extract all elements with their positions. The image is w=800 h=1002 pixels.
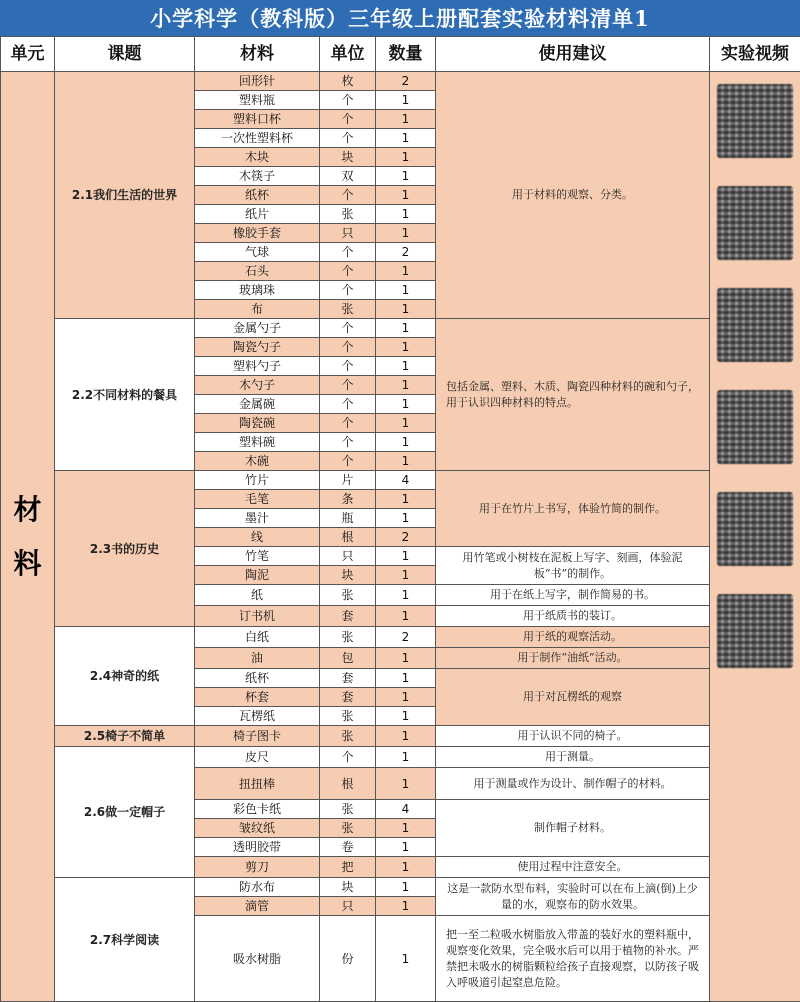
quantity-cell: 2	[376, 243, 436, 262]
material-cell: 皮尺	[195, 747, 320, 768]
measure-cell: 个	[320, 319, 376, 338]
material-cell: 金属勺子	[195, 319, 320, 338]
measure-cell: 张	[320, 585, 376, 606]
quantity-cell: 1	[376, 186, 436, 205]
measure-cell: 个	[320, 338, 376, 357]
quantity-cell: 1	[376, 414, 436, 433]
material-cell: 剪刀	[195, 857, 320, 878]
measure-cell: 套	[320, 606, 376, 627]
measure-cell: 双	[320, 167, 376, 186]
table-row	[1, 471, 800, 490]
material-cell: 塑料口杯	[195, 110, 320, 129]
quantity-cell: 2	[376, 627, 436, 648]
measure-cell: 个	[320, 243, 376, 262]
measure-cell: 个	[320, 452, 376, 471]
quantity-cell: 4	[376, 471, 436, 490]
qr-code-icon[interactable]	[717, 492, 793, 566]
usage-cell: 用于纸质书的装订。	[436, 606, 710, 627]
material-cell: 订书机	[195, 606, 320, 627]
quantity-cell: 1	[376, 747, 436, 768]
material-cell: 塑料瓶	[195, 91, 320, 110]
measure-cell: 张	[320, 726, 376, 747]
quantity-cell: 1	[376, 669, 436, 688]
quantity-cell: 1	[376, 768, 436, 800]
quantity-cell: 1	[376, 566, 436, 585]
topic-cell: 2.3书的历史	[55, 471, 195, 627]
topic-cell: 2.4神奇的纸	[55, 627, 195, 726]
quantity-cell: 1	[376, 585, 436, 606]
material-cell: 塑料勺子	[195, 357, 320, 376]
material-cell: 竹片	[195, 471, 320, 490]
material-cell: 滴管	[195, 897, 320, 916]
measure-cell: 枚	[320, 72, 376, 91]
quantity-cell: 1	[376, 376, 436, 395]
usage-cell: 这是一款防水型布料，实验时可以在布上滴(倒)上少量的水，观察布的防水效果。	[436, 878, 710, 916]
header-row	[1, 37, 800, 72]
measure-cell: 个	[320, 414, 376, 433]
quantity-cell: 1	[376, 707, 436, 726]
quantity-cell: 1	[376, 224, 436, 243]
material-cell: 防水布	[195, 878, 320, 897]
material-cell: 木碗	[195, 452, 320, 471]
usage-cell: 把一至二粒吸水树脂放入带盖的装好水的塑料瓶中，观察变化效果，完全吸水后可以用于植物的补水。严禁把未吸水的树脂颗粒给孩子直接观察，以防孩子吸入呼吸道引起窒息危险。	[436, 916, 710, 1002]
usage-cell: 用于在竹片上书写，体验竹简的制作。	[436, 471, 710, 547]
table-row	[1, 726, 800, 747]
material-cell: 一次性塑料杯	[195, 129, 320, 148]
qr-code-icon[interactable]	[717, 390, 793, 464]
measure-cell: 张	[320, 800, 376, 819]
quantity-cell: 1	[376, 357, 436, 376]
topic-cell: 2.5椅子不简单	[55, 726, 195, 747]
quantity-cell: 1	[376, 129, 436, 148]
usage-cell: 用于测量。	[436, 747, 710, 768]
usage-cell: 用于纸的观察活动。	[436, 627, 710, 648]
measure-cell: 张	[320, 707, 376, 726]
table-row	[1, 878, 800, 897]
quantity-cell: 4	[376, 800, 436, 819]
header-quantity: 数量	[376, 37, 436, 72]
quantity-cell: 1	[376, 319, 436, 338]
quantity-cell: 1	[376, 857, 436, 878]
usage-cell: 包括金属、塑料、木质、陶瓷四种材料的碗和勺子，用于认识四种材料的特点。	[436, 319, 710, 471]
quantity-cell: 1	[376, 148, 436, 167]
measure-cell: 把	[320, 857, 376, 878]
measure-cell: 套	[320, 688, 376, 707]
material-cell: 纸杯	[195, 669, 320, 688]
measure-cell: 个	[320, 747, 376, 768]
measure-cell: 个	[320, 395, 376, 414]
material-cell: 橡胶手套	[195, 224, 320, 243]
quantity-cell: 1	[376, 916, 436, 1002]
header-material: 材料	[195, 37, 320, 72]
unit-cell	[1, 72, 55, 1002]
quantity-cell: 1	[376, 110, 436, 129]
measure-cell: 块	[320, 566, 376, 585]
measure-cell: 块	[320, 878, 376, 897]
quantity-cell: 1	[376, 648, 436, 669]
usage-cell: 用于在纸上写字，制作简易的书。	[436, 585, 710, 606]
measure-cell: 个	[320, 357, 376, 376]
quantity-cell: 1	[376, 838, 436, 857]
table-row	[1, 627, 800, 648]
quantity-cell: 1	[376, 819, 436, 838]
material-cell: 陶瓷碗	[195, 414, 320, 433]
qr-code-icon[interactable]	[717, 84, 793, 158]
measure-cell: 个	[320, 91, 376, 110]
quantity-cell: 1	[376, 547, 436, 566]
measure-cell: 包	[320, 648, 376, 669]
measure-cell: 个	[320, 281, 376, 300]
quantity-cell: 1	[376, 281, 436, 300]
topic-cell: 2.7科学阅读	[55, 878, 195, 1002]
material-cell: 吸水树脂	[195, 916, 320, 1002]
measure-cell: 份	[320, 916, 376, 1002]
header-unit: 单元	[1, 37, 55, 72]
material-cell: 纸杯	[195, 186, 320, 205]
quantity-cell: 1	[376, 509, 436, 528]
usage-cell: 用于制作“油纸”活动。	[436, 648, 710, 669]
unit-name: 材料	[14, 483, 42, 591]
quantity-cell: 1	[376, 452, 436, 471]
quantity-cell: 1	[376, 878, 436, 897]
measure-cell: 张	[320, 627, 376, 648]
material-cell: 油	[195, 648, 320, 669]
material-cell: 纸	[195, 585, 320, 606]
materials-table	[0, 36, 800, 1002]
quantity-cell: 1	[376, 490, 436, 509]
material-cell: 木勺子	[195, 376, 320, 395]
measure-cell: 根	[320, 768, 376, 800]
topic-cell: 2.1我们生活的世界	[55, 72, 195, 319]
material-cell: 陶瓷勺子	[195, 338, 320, 357]
usage-cell: 使用过程中注意安全。	[436, 857, 710, 878]
material-cell: 石头	[195, 262, 320, 281]
measure-cell: 张	[320, 300, 376, 319]
usage-cell: 制作帽子材料。	[436, 800, 710, 857]
quantity-cell: 1	[376, 262, 436, 281]
usage-cell: 用竹笔或小树枝在泥板上写字、刻画，体验泥板“书”的制作。	[436, 547, 710, 585]
qr-code-list	[710, 72, 800, 696]
material-cell: 纸片	[195, 205, 320, 224]
qr-code-icon[interactable]	[717, 288, 793, 362]
usage-cell: 用于材料的观察、分类。	[436, 72, 710, 319]
material-cell: 毛笔	[195, 490, 320, 509]
quantity-cell: 1	[376, 395, 436, 414]
header-usage: 使用建议	[436, 37, 710, 72]
material-cell: 椅子图卡	[195, 726, 320, 747]
material-cell: 木块	[195, 148, 320, 167]
measure-cell: 只	[320, 547, 376, 566]
measure-cell: 个	[320, 376, 376, 395]
material-cell: 竹笔	[195, 547, 320, 566]
table-row	[1, 747, 800, 768]
material-cell: 皱纹纸	[195, 819, 320, 838]
qr-code-icon[interactable]	[717, 594, 793, 668]
page-title: 小学科学（教科版）三年级上册配套实验材料清单1	[0, 0, 800, 36]
material-cell: 气球	[195, 243, 320, 262]
usage-cell: 用于测量或作为设计、制作帽子的材料。	[436, 768, 710, 800]
material-cell: 塑料碗	[195, 433, 320, 452]
quantity-cell: 1	[376, 433, 436, 452]
material-cell: 陶泥	[195, 566, 320, 585]
material-cell: 布	[195, 300, 320, 319]
quantity-cell: 1	[376, 205, 436, 224]
usage-cell: 用于认识不同的椅子。	[436, 726, 710, 747]
quantity-cell: 1	[376, 606, 436, 627]
measure-cell: 根	[320, 528, 376, 547]
material-cell: 彩色卡纸	[195, 800, 320, 819]
quantity-cell: 2	[376, 528, 436, 547]
header-video: 实验视频	[710, 37, 800, 72]
material-cell: 白纸	[195, 627, 320, 648]
quantity-cell: 1	[376, 726, 436, 747]
measure-cell: 张	[320, 205, 376, 224]
measure-cell: 卷	[320, 838, 376, 857]
header-measure: 单位	[320, 37, 376, 72]
measure-cell: 个	[320, 433, 376, 452]
header-topic: 课题	[55, 37, 195, 72]
material-cell: 金属碗	[195, 395, 320, 414]
measure-cell: 套	[320, 669, 376, 688]
material-cell: 回形针	[195, 72, 320, 91]
topic-cell: 2.2不同材料的餐具	[55, 319, 195, 471]
material-cell: 玻璃珠	[195, 281, 320, 300]
material-cell: 杯套	[195, 688, 320, 707]
quantity-cell: 1	[376, 91, 436, 110]
measure-cell: 条	[320, 490, 376, 509]
measure-cell: 瓶	[320, 509, 376, 528]
material-cell: 墨汁	[195, 509, 320, 528]
topic-cell: 2.6做一定帽子	[55, 747, 195, 878]
table-row	[1, 319, 800, 338]
usage-cell: 用于对瓦楞纸的观察	[436, 669, 710, 726]
material-cell: 木筷子	[195, 167, 320, 186]
measure-cell: 片	[320, 471, 376, 490]
material-cell: 瓦楞纸	[195, 707, 320, 726]
quantity-cell: 1	[376, 897, 436, 916]
quantity-cell: 1	[376, 167, 436, 186]
quantity-cell: 1	[376, 338, 436, 357]
table-row	[1, 72, 800, 91]
measure-cell: 只	[320, 897, 376, 916]
measure-cell: 个	[320, 129, 376, 148]
measure-cell: 个	[320, 262, 376, 281]
measure-cell: 张	[320, 819, 376, 838]
quantity-cell: 2	[376, 72, 436, 91]
quantity-cell: 1	[376, 688, 436, 707]
measure-cell: 个	[320, 110, 376, 129]
qr-code-icon[interactable]	[717, 186, 793, 260]
material-cell: 扭扭棒	[195, 768, 320, 800]
video-cell	[710, 72, 800, 1002]
measure-cell: 块	[320, 148, 376, 167]
quantity-cell: 1	[376, 300, 436, 319]
measure-cell: 个	[320, 186, 376, 205]
material-cell: 线	[195, 528, 320, 547]
material-cell: 透明胶带	[195, 838, 320, 857]
measure-cell: 只	[320, 224, 376, 243]
